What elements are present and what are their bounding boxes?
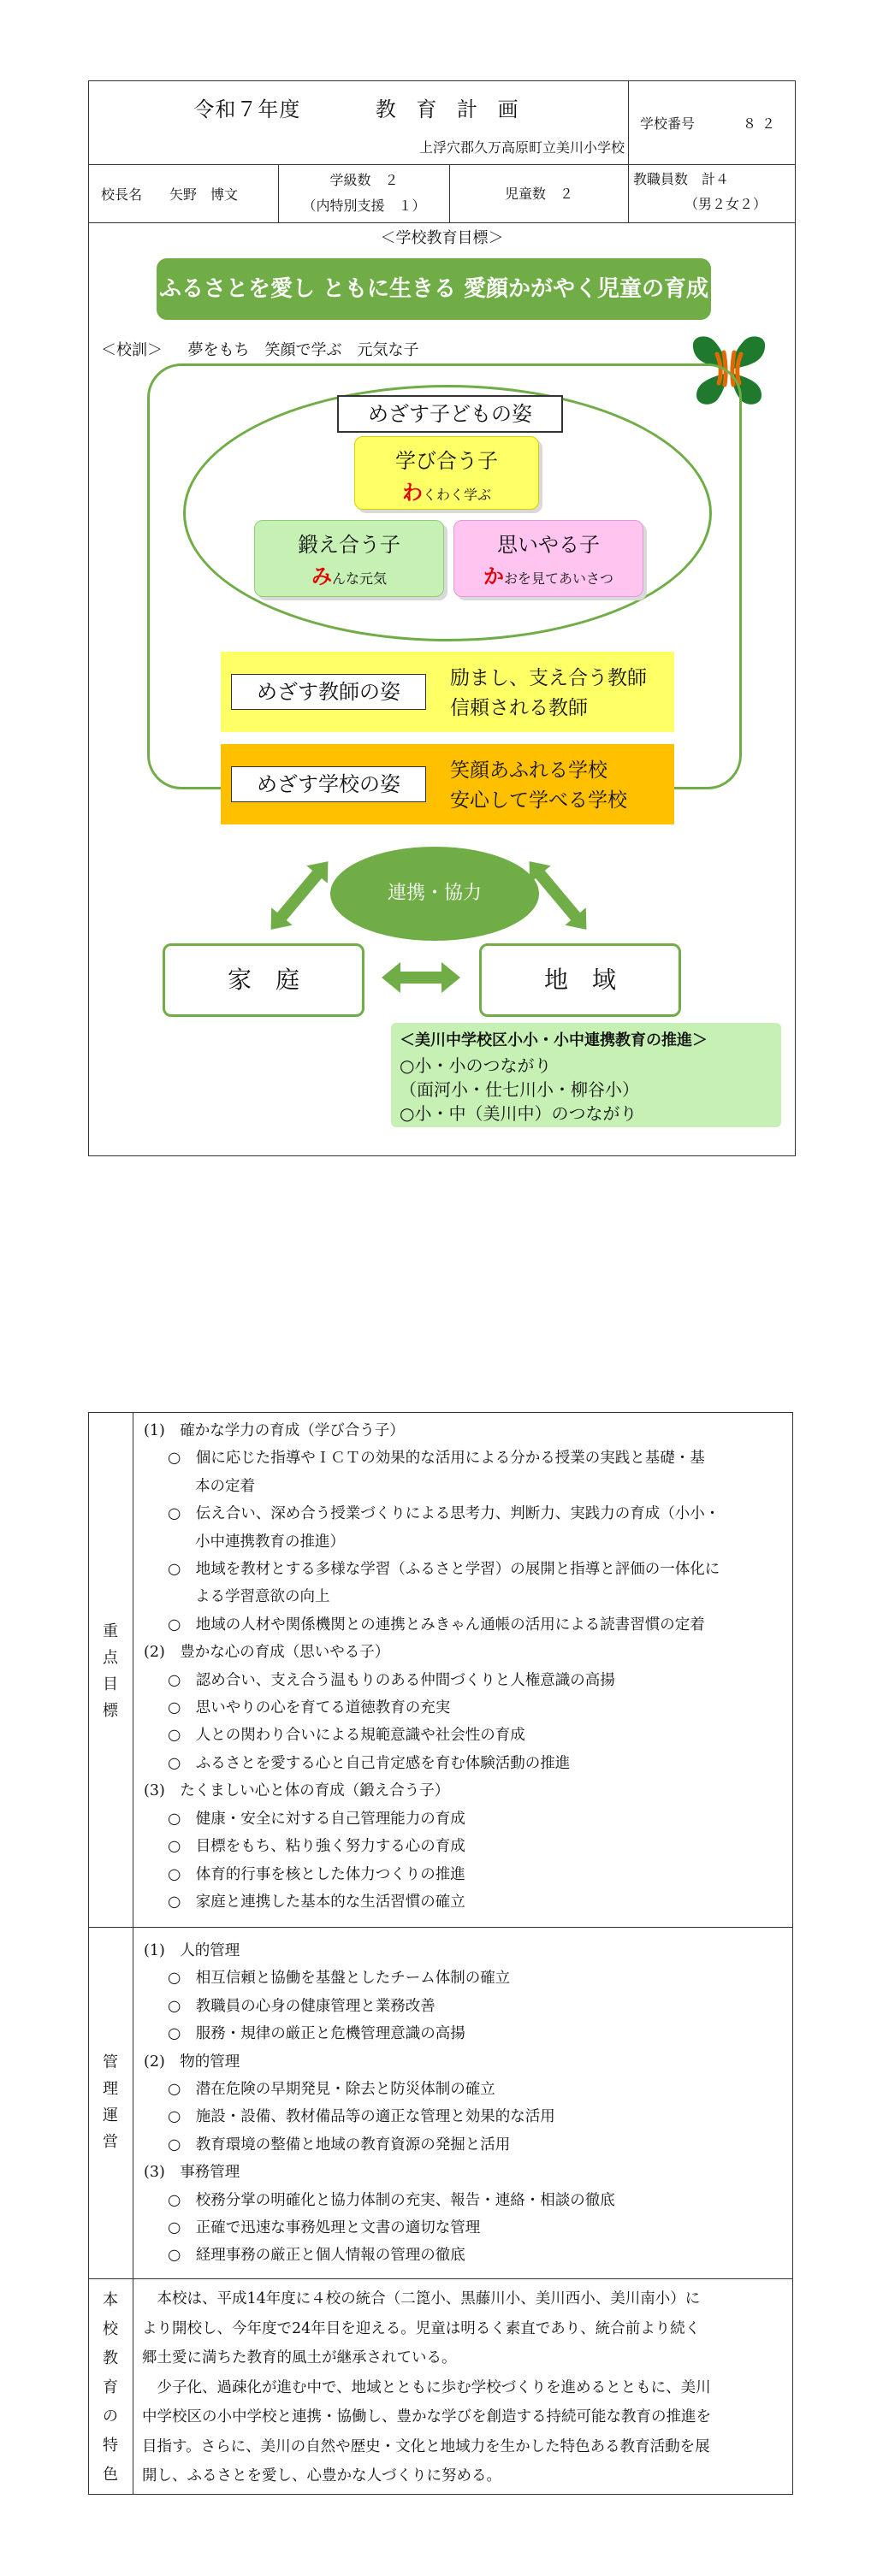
- teacher-vision-line1: 励まし、支え合う教師: [450, 667, 647, 689]
- features-text-line: 中学校区の小中学校と連携・協働し、豊かな学びを創造する持続可能な教育の推進を: [142, 2408, 711, 2425]
- community-cooperation-arrow-icon: [518, 853, 596, 938]
- management-line: ○ 潜在危険の早期発見・除去と防災体制の確立: [168, 2081, 495, 2099]
- focus-goal-line: ○ 認め合い、支え合う温もりのある仲間づくりと人権意識の高揚: [168, 1671, 615, 1689]
- management-line: ○ 校務分掌の明確化と協力体制の充実、報告・連絡・相談の徹底: [168, 2191, 615, 2209]
- plan-heading: [94, 92, 625, 122]
- focus-goal-line: (3) たくましい心と体の育成（鍛え合う子）: [144, 1782, 450, 1800]
- child-card-training-motto: みんな元気: [311, 564, 387, 588]
- management-line: ○ 相互信頼と協働を基盤としたチーム体制の確立: [168, 1970, 511, 1988]
- year-label: 令和７年度: [193, 97, 301, 121]
- motto-label: ＜校訓＞: [101, 341, 163, 359]
- child-card-learning: [354, 436, 539, 510]
- management-line: ○ 教職員の心身の健康管理と業務改善: [168, 1997, 436, 2015]
- management-line: (1) 人的管理: [144, 1942, 240, 1959]
- focus-goal-line: ○ 目標をもち、粘り強く努力する心の育成: [168, 1838, 465, 1856]
- features-text-line: 本校は、平成14年度に４校の統合（二箆小、黒藤川小、美川西小、美川南小）に: [142, 2290, 701, 2307]
- focus-goal-line: ○ 伝え合い、深め合う授業づくりによる思考力、判断力、実践力の育成（小小・: [168, 1505, 720, 1523]
- focus-goal-line: ○ 人との関わり合いによる規範意識や社会性の育成: [168, 1727, 525, 1745]
- focus-goals-list: [137, 1417, 787, 1916]
- focus-goal-line: 本の定着: [195, 1477, 255, 1495]
- coop-education-box: [391, 1023, 781, 1127]
- management-label: 管 理 運 営: [103, 2053, 118, 2151]
- principal-label: 校長名: [101, 186, 143, 203]
- focus-goal-line: ○ ふるさとを愛する心と自己肯定感を育む体験活動の推進: [168, 1754, 571, 1772]
- features-text-line: 郷土愛に満ちた教育的風土が継承されている。: [142, 2349, 457, 2366]
- school-vision-label: めざす学校の姿: [231, 766, 426, 802]
- focus-goal-line: (2) 豊かな心の育成（思いやる子）: [144, 1644, 390, 1662]
- home-box: 家 庭: [163, 943, 364, 1017]
- focus-goal-line: ○ 家庭と連携した基本的な生活習慣の確立: [168, 1893, 465, 1911]
- school-vision-line1: 笑顔あふれる学校: [450, 759, 607, 782]
- management-line: ○ 施設・設備、教材備品等の適正な管理と効果的な活用: [168, 2108, 555, 2126]
- teacher-vision-line2: 信頼される教師: [450, 697, 588, 719]
- community-box: 地 域: [479, 943, 681, 1017]
- teacher-vision-label: めざす教師の姿: [231, 674, 426, 710]
- management-line: ○ 教育環境の整備と地域の教育資源の発掘と活用: [168, 2136, 511, 2154]
- home-community-arrow-icon: [382, 962, 460, 993]
- management-line: ○ 正確で迅速な事務処理と文書の適切な管理: [168, 2219, 481, 2237]
- staff-count: 教職員数 計４: [633, 171, 730, 187]
- focus-goal-line: (1) 確かな学力の育成（学び合う子）: [144, 1422, 405, 1439]
- features-text-line: より開校し、今年度で24年目を迎える。児童は明るく素直であり、統合前より続く: [142, 2319, 701, 2337]
- management-line: (3) 事務管理: [144, 2164, 240, 2182]
- child-card-training-title: 鍛え合う子: [298, 533, 400, 557]
- child-card-caring-motto: かおを見てあいさつ: [483, 564, 613, 588]
- school-vision: [221, 744, 674, 824]
- principal-name: 矢野 博文: [169, 186, 239, 203]
- goal-text: ふるさとを愛し ともに生きる 愛顔かがやく児童の育成: [158, 276, 709, 302]
- features-text-line: 目指す。さらに、美川の自然や歴史・文化と地域力を生かした特色ある教育活動を展: [142, 2437, 710, 2455]
- child-card-caring: [453, 520, 643, 597]
- coop-education-line2: （面河小・仕七川小・柳谷小）: [400, 1079, 639, 1100]
- focus-goal-line: ○ 個に応じた指導やＩＣＴの効果的な活用による分かる授業の実践と基礎・基: [168, 1450, 705, 1468]
- focus-goal-line: ○ 思いやりの心を育てる道徳教育の充実: [168, 1699, 451, 1717]
- child-card-caring-title: 思いやる子: [497, 533, 600, 557]
- class-count-note: （内特別支援 １）: [302, 198, 426, 214]
- management-line: (2) 物的管理: [144, 2053, 240, 2071]
- plan-title: 教 育 計 画: [375, 97, 525, 121]
- coop-education-line1: ○小・小のつながり: [400, 1055, 552, 1076]
- child-card-learning-motto: わくわく学ぶ: [401, 481, 491, 505]
- focus-goal-line: よる学習意欲の向上: [195, 1588, 330, 1606]
- focus-goal-line: ○ 体育的行事を核とした体力つくりの推進: [168, 1865, 465, 1883]
- features-text: [142, 2284, 788, 2491]
- cooperation-ellipse: 連携・協力: [330, 847, 539, 941]
- management-line: ○ 服務・規律の厳正と危機管理意識の高揚: [168, 2025, 465, 2043]
- management-line: ○ 経理事務の厳正と個人情報の管理の徹底: [168, 2247, 465, 2265]
- focus-goals-label: 重 点 目 標: [103, 1622, 118, 1720]
- focus-goal-line: ○ 健康・安全に対する自己管理能力の育成: [168, 1810, 465, 1828]
- goal-label: ＜学校教育目標＞: [380, 229, 504, 247]
- teacher-vision: [221, 652, 674, 732]
- student-count: 児童数 ２: [504, 186, 573, 202]
- school-vision-line2: 安心して学べる学校: [450, 789, 627, 812]
- child-card-training: [254, 520, 444, 597]
- staff-count-note: （男２女２）: [684, 196, 767, 212]
- class-count: 学級数 ２: [329, 172, 399, 188]
- school-number-label: 学校番号: [640, 115, 696, 132]
- management-list: [137, 1937, 787, 2270]
- features-text-line: 開し、ふるさとを愛し、心豊かな人づくりに努める。: [142, 2467, 501, 2484]
- coop-education-line3: ○小・中（美川中）のつながり: [400, 1103, 637, 1124]
- focus-goal-line: ○ 地域の人材や関係機関との連携とみきゃん通帳の活用による読書習慣の定着: [168, 1616, 705, 1634]
- features-text-line: 少子化、過疎化が進む中で、地域とともに歩む学校づくりを進めるとともに、美川: [142, 2378, 711, 2396]
- motto: [101, 338, 418, 360]
- child-card-learning-title: 学び合う子: [395, 449, 498, 473]
- focus-goal-line: 小中連携教育の推進）: [195, 1533, 345, 1551]
- home-cooperation-arrow-icon: [260, 853, 338, 938]
- school-name: 上浮穴郡久万高原町立美川小学校: [418, 139, 625, 156]
- goal-banner: [157, 258, 711, 320]
- focus-goal-line: ○ 地域を教材とする多様な学習（ふるさと学習）の展開と指導と評価の一体化に: [168, 1561, 720, 1579]
- motto-text: 夢をもち 笑顔で学ぶ 元気な子: [187, 341, 419, 359]
- school-number: ８２: [743, 115, 781, 132]
- features-label: 本 校 教 育 の 特 色: [103, 2291, 118, 2484]
- coop-education-title: ＜美川中学校区小小・小中連携教育の推進＞: [400, 1031, 708, 1049]
- child-vision-title: めざす子どもの姿: [337, 395, 563, 433]
